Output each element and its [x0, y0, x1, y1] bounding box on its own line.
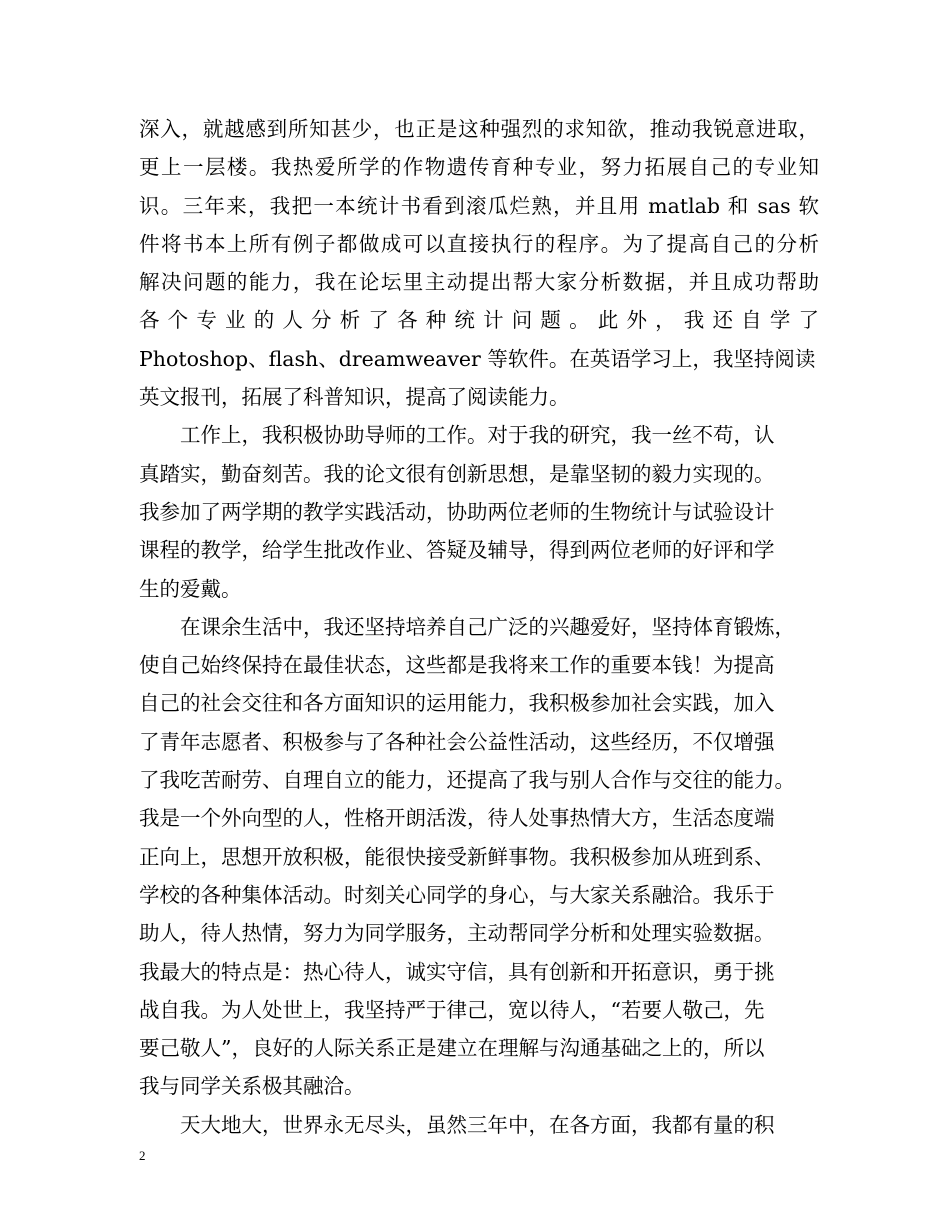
text-line: 正向上，思想开放积极，能很快接受新鲜事物。我积极参加从班到系、: [139, 844, 775, 869]
text-line: 使自己始终保持在最佳状态，这些都是我将来工作的重要本钱！为提高: [139, 653, 775, 678]
text-line: 了青年志愿者、积极参与了各种社会公益性活动，这些经历，不仅增强: [139, 729, 775, 754]
text-line: 我是一个外向型的人，性格开朗活泼，待人处事热情大方，生活态度端: [139, 806, 775, 831]
text-line: 识。三年来，我把一本统计书看到滚瓜烂熟，并且用 matlab 和 sas 软: [139, 193, 819, 218]
text-line: 解决问题的能力，我在论坛里主动提出帮大家分析数据，并且成功帮助: [139, 270, 819, 295]
text-line: 战自我。为人处世上，我坚持严于律己，宽以待人，“若要人敬己，先: [139, 997, 765, 1022]
text-line: 英文报刊，拓展了科普知识，提高了阅读能力。: [139, 385, 570, 410]
text-line: 自己的社会交往和各方面知识的运用能力，我积极参加社会实践，加入: [139, 691, 775, 716]
text-line: 生的爱戴。: [139, 576, 242, 601]
text-line: 在课余生活中，我还坚持培养自己广泛的兴趣爱好，坚持体育锻炼，: [139, 614, 795, 639]
text-line: 各个专业的人分析了各种统计问题。此外，我还自学了: [139, 308, 819, 333]
page-number: 2: [139, 1148, 146, 1163]
text-line: 更上一层楼。我热爱所学的作物遗传育种专业，努力拓展自己的专业知: [139, 155, 819, 180]
body-text: [139, 110, 819, 1144]
text-line: 天大地大，世界永无尽头，虽然三年中，在各方面，我都有量的积: [139, 1112, 775, 1137]
text-line: 助人，待人热情，努力为同学服务，主动帮同学分析和处理实验数据。: [139, 921, 775, 946]
text-line: Photoshop、flash、dreamweaver 等软件。在英语学习上，我坚持阅读: [139, 346, 816, 371]
text-line: 我参加了两学期的教学实践活动，协助两位老师的生物统计与试验设计: [139, 499, 775, 524]
text-line: 真踏实，勤奋刻苦。我的论文很有创新思想，是靠坚韧的毅力实现的。: [139, 461, 775, 486]
text-line: 了我吃苦耐劳、自理自立的能力，还提高了我与别人合作与交往的能力。: [139, 768, 795, 793]
text-line: 件将书本上所有例子都做成可以直接执行的程序。为了提高自己的分析: [139, 231, 819, 256]
text-line: 深入，就越感到所知甚少，也正是这种强烈的求知欲，推动我锐意进取，: [139, 117, 819, 141]
text-line: 工作上，我积极协助导师的工作。对于我的研究，我一丝不苟，认: [139, 423, 775, 448]
text-line: 我与同学关系极其融洽。: [139, 1074, 365, 1099]
text-line: 我最大的特点是：热心待人，诚实守信，具有创新和开拓意识，勇于挑: [139, 959, 775, 984]
text-line: 学校的各种集体活动。时刻关心同学的身心，与大家关系融洽。我乐于: [139, 882, 775, 907]
text-line: 要己敬人”，良好的人际关系正是建立在理解与沟通基础之上的，所以: [139, 1036, 765, 1061]
text-line: 课程的教学，给学生批改作业、答疑及辅导，得到两位老师的好评和学: [139, 538, 775, 563]
